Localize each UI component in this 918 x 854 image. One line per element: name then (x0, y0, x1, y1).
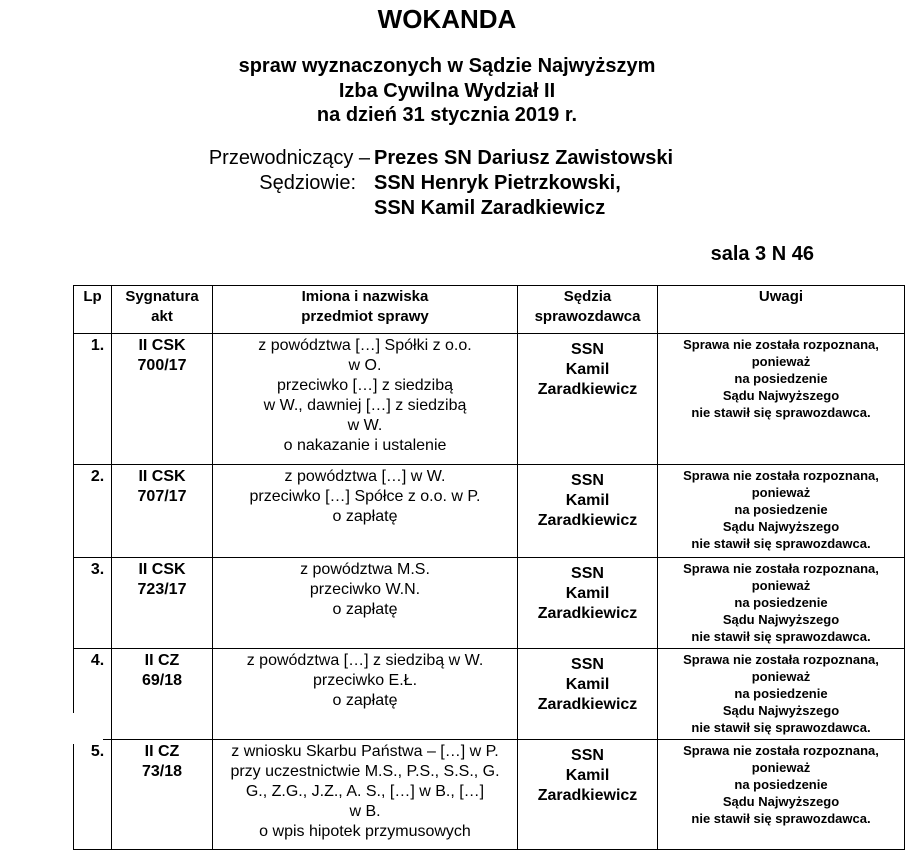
case-signature (112, 334, 213, 465)
border-gap (75, 737, 103, 741)
case-number: 2. (74, 465, 112, 558)
notes-line: ponieważ (751, 669, 811, 684)
description-line: przeciwko […] z siedzibą (276, 377, 454, 394)
judge-name: SSN Henryk Pietrzkowski, (374, 172, 621, 194)
reporting-judge (518, 558, 658, 649)
case-number: 3. (74, 558, 112, 649)
judges-label: Sędziowie: (259, 172, 356, 194)
case-description (213, 558, 518, 649)
notes-line: nie stawił się sprawozdawca. (691, 536, 871, 551)
notes-line: ponieważ (751, 485, 811, 500)
reporting-judge (518, 649, 658, 740)
judge-line: Zaradkiewicz (537, 696, 638, 713)
column-header-judge (518, 286, 658, 334)
judge-line: Kamil (565, 492, 610, 509)
chair-value: Prezes SN Dariusz Zawistowski (374, 147, 674, 169)
judge-line: Zaradkiewicz (537, 787, 638, 804)
column-header-lp (74, 286, 112, 334)
judge-line: Kamil (565, 361, 610, 378)
header-text: Uwagi (758, 288, 804, 305)
reporting-judge (518, 465, 658, 558)
signature-line: II CSK (138, 337, 186, 354)
description-line: o zapłatę (332, 692, 398, 709)
case-description (213, 649, 518, 740)
header-text: Sędzia (563, 288, 612, 305)
signature-line: 73/18 (141, 763, 183, 780)
description-line: w B. (349, 803, 381, 820)
signature-line: 69/18 (141, 672, 183, 689)
case-notes (658, 465, 905, 558)
header-text: Imiona i nazwiska (301, 288, 429, 305)
description-line: w O. (348, 357, 382, 374)
case-description (213, 334, 518, 465)
header-text: Sygnatura (125, 288, 199, 305)
case-number: 1. (74, 334, 112, 465)
signature-line: 723/17 (137, 581, 187, 598)
notes-line: na posiedzenie (734, 686, 828, 701)
judge-line: SSN (571, 565, 604, 582)
table-row (74, 740, 905, 850)
reporting-judge (518, 334, 658, 465)
column-header-parties (213, 286, 518, 334)
table-row (74, 465, 905, 558)
table-header-row (74, 286, 905, 334)
notes-line: Sprawa nie została rozpoznana, (683, 743, 879, 758)
notes-line: na posiedzenie (734, 595, 828, 610)
table-row (74, 649, 905, 740)
case-description (213, 740, 518, 850)
reporting-judge (518, 740, 658, 850)
table-row (74, 334, 905, 465)
cases-table (73, 285, 905, 850)
notes-line: nie stawił się sprawozdawca. (691, 811, 871, 826)
case-number: 5. (74, 740, 112, 850)
notes-line: nie stawił się sprawozdawca. (691, 405, 871, 420)
case-notes (658, 558, 905, 649)
notes-line: na posiedzenie (734, 502, 828, 517)
judge-name: SSN Kamil Zaradkiewicz (374, 197, 606, 219)
case-signature (112, 558, 213, 649)
notes-line: Sądu Najwyższego (722, 794, 840, 809)
signature-line: II CZ (144, 652, 180, 669)
description-line: G., Z.G., J.Z., A. S., […] w B., […] (245, 783, 485, 800)
notes-line: Sądu Najwyższego (722, 612, 840, 627)
header-text: sprawozdawca (534, 308, 641, 325)
notes-line: na posiedzenie (734, 777, 828, 792)
notes-line: ponieważ (751, 760, 811, 775)
description-line: przeciwko E.Ł. (312, 672, 418, 689)
notes-line: ponieważ (751, 354, 811, 369)
judge-line: SSN (571, 472, 604, 489)
case-notes (658, 334, 905, 465)
description-line: o nakazanie i ustalenie (283, 437, 447, 454)
judge-line: SSN (571, 656, 604, 673)
description-line: przeciwko […] Spółce z o.o. w P. (249, 488, 481, 505)
description-line: z powództwa […] z siedzibą w W. (246, 652, 484, 669)
description-line: w W., dawniej […] z siedzibą (263, 397, 467, 414)
case-signature (112, 740, 213, 850)
signature-line: 707/17 (137, 488, 187, 505)
description-line: przeciwko W.N. (309, 581, 421, 598)
notes-line: ponieważ (751, 578, 811, 593)
case-number: 4. (74, 649, 112, 740)
document-title: WOKANDA (377, 4, 517, 34)
notes-line: nie stawił się sprawozdawca. (691, 629, 871, 644)
judge-line: Kamil (565, 585, 610, 602)
description-line: o zapłatę (332, 601, 398, 618)
notes-line: nie stawił się sprawozdawca. (691, 720, 871, 735)
chair-label: Przewodniczący – (208, 147, 370, 169)
column-header-signature (112, 286, 213, 334)
signature-line: II CSK (138, 561, 186, 578)
notes-line: Sprawa nie została rozpoznana, (683, 652, 879, 667)
judges-row (0, 196, 918, 221)
judging-panel (0, 146, 918, 221)
notes-line: Sądu Najwyższego (722, 519, 840, 534)
document-subtitle (0, 54, 894, 128)
judge-line: Zaradkiewicz (537, 381, 638, 398)
judge-line: Kamil (565, 767, 610, 784)
judge-line: Zaradkiewicz (537, 512, 638, 529)
notes-line: Sądu Najwyższego (722, 703, 840, 718)
case-signature (112, 465, 213, 558)
judges-row (0, 171, 918, 196)
description-line: z wniosku Skarbu Państwa – […] w P. (231, 743, 499, 760)
notes-line: na posiedzenie (734, 371, 828, 386)
judge-line: SSN (571, 747, 604, 764)
case-notes (658, 740, 905, 850)
notes-line: Sprawa nie została rozpoznana, (683, 561, 879, 576)
signature-line: 700/17 (137, 357, 187, 374)
table-row (74, 558, 905, 649)
header-text: akt (151, 308, 173, 325)
header-text: przedmiot sprawy (301, 308, 429, 325)
description-line: o zapłatę (332, 508, 398, 525)
header-text: Lp (83, 288, 102, 305)
case-notes (658, 649, 905, 740)
chair-row (0, 146, 918, 171)
signature-line: II CZ (144, 743, 180, 760)
notes-line: Sprawa nie została rozpoznana, (683, 468, 879, 483)
description-line: w W. (347, 417, 383, 434)
notes-line: Sprawa nie została rozpoznana, (683, 337, 879, 352)
case-description (213, 465, 518, 558)
description-line: z powództwa M.S. (300, 561, 430, 578)
description-line: z powództwa […] Spółki z o.o. (258, 337, 472, 354)
description-line: przy uczestnictwie M.S., P.S., S.S., G. (230, 763, 500, 780)
subtitle-line: spraw wyznaczonych w Sądzie Najwyższym (238, 55, 656, 77)
subtitle-line: na dzień 31 stycznia 2019 r. (316, 104, 578, 126)
subtitle-line: Izba Cywilna Wydział II (338, 79, 556, 102)
column-header-notes (658, 286, 905, 334)
judge-line: Zaradkiewicz (537, 605, 638, 622)
description-line: o wpis hipotek przymusowych (259, 823, 471, 840)
courtroom-label: sala 3 N 46 (710, 243, 814, 265)
judge-line: Kamil (565, 676, 610, 693)
signature-line: II CSK (138, 468, 186, 485)
description-line: z powództwa […] w W. (284, 468, 446, 485)
judge-line: SSN (571, 341, 604, 358)
case-signature (112, 649, 213, 740)
notes-line: Sądu Najwyższego (722, 388, 840, 403)
